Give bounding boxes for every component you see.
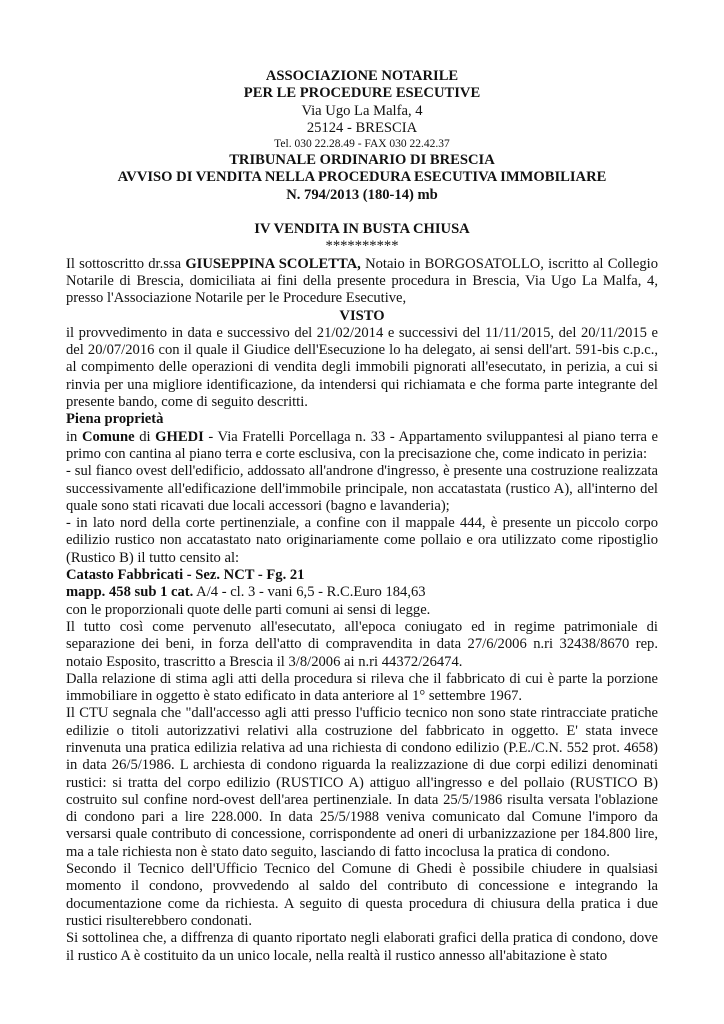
lot-pre: in (66, 428, 82, 445)
mappale-rest: A/4 - cl. 3 - vani 6,5 - R.C.Euro 184,63 (193, 584, 426, 601)
catasto-line: Catasto Fabbricati - Sez. NCT - Fg. 21 (66, 567, 305, 584)
provvedimento-paragraph: il provvedimento in data e successivo del 21/02/2014 e successivi del 11/11/2015, del 20/11/2015 e del 20/07/2016 con il quale il Giudice dell'Esecuzione lo ha delegato, ai sensi dell'art. 591-bis c.p.c., al compimento delle operazioni di vendita degli immobili pignorati all'esecutato, in perizia, a cui si rinvia per una migliore identificazione, da intendersi qui richiamata e che forma parte integrante del presente bando, come di seguito descritti. (66, 324, 658, 411)
lot-description (66, 429, 658, 464)
mappale-line (66, 584, 658, 601)
bullet-rustico-b: - in lato nord della corte pertinenziale, a confine con il mappale 444, è presente un piccolo corpo edilizio rustico non accatastato nato originariamente come pollaio e ora utilizzato come ripostiglio (Rustico B) il tutto censito al: (66, 515, 658, 566)
notary-name: GIUSEPPINA SCOLETTA, (185, 255, 361, 272)
intro-rest: Notaio in BORGOSATOLLO, iscritto al Collegio Notarile di Brescia, domiciliata ai fini della presente procedura in Brescia, Via Ugo La Malfa, 4, presso l'Associazione Notarile per le Procedure Esecutive, (66, 255, 658, 307)
lot-mid: di (134, 428, 156, 445)
tecnico-paragraph: Secondo il Tecnico dell'Ufficio Tecnico del Comune di Ghedi è possibile chiudere in qualsiasi momento il condono, provvedendo al saldo del contributo di concessione e integrando la documentazione come da richiesta. A seguito di questa procedura di chiusura della pratica i due rustici risulterebbero condonati. (66, 861, 658, 929)
lot-post: - Via Fratelli Porcellaga n. 33 - Appartamento sviluppantesi al piano terra e primo con cantina al piano terra e corte esclusiva, con la precisazione che, come indicato in perizia: (66, 428, 659, 462)
lot-comune-name: GHEDI (155, 428, 204, 445)
header-phone-fax: Tel. 030 22.28.49 - FAX 030 22.42.37 (274, 138, 450, 151)
header-procedure-number: N. 794/2013 (180-14) mb (286, 186, 438, 203)
header-org-line1: ASSOCIAZIONE NOTARILE (265, 68, 459, 84)
mappale-bold: mapp. 458 sub 1 cat. (66, 584, 194, 601)
header-address-city: 25124 - BRESCIA (306, 119, 418, 136)
header-notice-title: AVVISO DI VENDITA NELLA PROCEDURA ESECUTIVA IMMOBILIARE (117, 169, 607, 186)
piena-proprieta-heading: Piena proprietà (66, 411, 164, 428)
header-org-line2: PER LE PROCEDURE ESECUTIVE (243, 85, 481, 102)
header-court: TRIBUNALE ORDINARIO DI BRESCIA (229, 152, 495, 169)
intro-lead: Il sottoscritto dr.ssa (66, 255, 186, 272)
bullet-rustico-a: - sul fianco ovest dell'edificio, addossato all'androne d'ingresso, è presente una costruzione realizzata successivamente all'edificazione dell'immobile principale, non accatastata (rustico A), all'interno del quale sono stati ricavati due locali accessori (bagno e lavanderia); (66, 463, 658, 514)
visto-heading: VISTO (339, 307, 385, 324)
sale-title: IV VENDITA IN BUSTA CHIUSA (254, 221, 470, 238)
lot-comune-label: Comune (81, 428, 135, 445)
stima-paragraph: Dalla relazione di stima agli atti della procedura si rileva che il fabbricato di cui è parte la porzione immobiliare in oggetto è stato edificato in data anteriore al 1° settembre 1967. (66, 670, 658, 705)
sottolinea-paragraph: Si sottolinea che, a diffrenza di quanto riportato negli elaborati grafici della pratica di condono, dove il rustico A è costituito da un unico locale, nella realtà il rustico annesso all'abitazione è stato (66, 930, 658, 964)
intro-paragraph (66, 256, 658, 308)
separator-stars: ********** (325, 238, 399, 255)
provenance-paragraph: Il tutto così come pervenuto all'esecutato, all'epoca coniugato ed in regime patrimoniale di separazione dei beni, in forza dell'atto di compravendita in data 27/6/2006 n.ri 32438/8670 rep. notaio Esposito, trascritto a Brescia il 3/8/2006 ai n.ri 44372/26474. (66, 618, 658, 670)
ctu-paragraph: Il CTU segnala che "dall'accesso agli atti presso l'ufficio tecnico non sono state rintracciate pratiche edilizie o titoli autorizzativi relativi alla costruzione del fabbricato in oggetto. E' stata invece rinvenuta una pratica edilizia relativa ad una richiesta di condono edilizio (P.E./C.N. 552 prot. 4658) in data 26/5/1986. L archiesta di condono riguarda la realizzazione di due corpi edilizi denominati rustici: si tratta del corpo edilizio (RUSTICO A) attiguo all'ingresso e del pollaio (RUSTICO B) costruito sul confine nord-ovest dell'area pertinenziale. In data 25/5/1986 risulta versata l'oblazione di condono pari a lire 228.000. In data 25/5/1988 veniva comunicato dal Comune l'imporo da versarsi quale contributo di concessione, corrispondente ad oneri di urbanizzazione per 184.800 lire, ma a tale richiesta non è stato dato seguito, lasciando di fatto incoclusa la pratica di condono. (66, 705, 658, 860)
header-address-street: Via Ugo La Malfa, 4 (301, 102, 423, 119)
quote-line: con le proporzionali quote delle parti comuni ai sensi di legge. (66, 601, 431, 618)
